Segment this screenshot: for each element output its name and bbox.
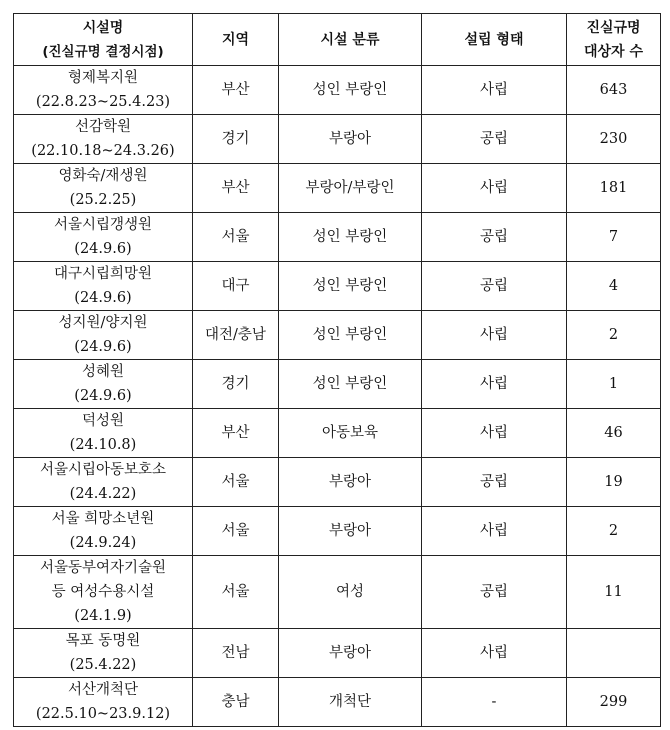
type-cell: 사립 (422, 507, 567, 556)
count-cell: 4 (567, 262, 661, 311)
type-cell: 사립 (422, 311, 567, 360)
region-cell: 전남 (193, 629, 279, 678)
facility-cell: 서울시립아동보호소 (24.4.22) (14, 458, 193, 507)
region-cell: 경기 (193, 360, 279, 409)
table-row (14, 262, 661, 311)
table-row (14, 311, 661, 360)
type-cell: 사립 (422, 409, 567, 458)
header-category: 시설 분류 (279, 14, 422, 66)
type-cell: 공립 (422, 115, 567, 164)
region-cell: 부산 (193, 409, 279, 458)
region-cell: 서울 (193, 556, 279, 629)
count-cell: 2 (567, 311, 661, 360)
table-row (14, 409, 661, 458)
category-cell: 성인 부랑인 (279, 262, 422, 311)
facility-cell: 덕성원 (24.10.8) (14, 409, 193, 458)
count-cell: 19 (567, 458, 661, 507)
type-cell: 사립 (422, 66, 567, 115)
facility-table (13, 13, 661, 727)
header-type: 설립 형태 (422, 14, 567, 66)
region-cell: 경기 (193, 115, 279, 164)
type-cell: 사립 (422, 360, 567, 409)
facility-cell: 형제복지원 (22.8.23~25.4.23) (14, 66, 193, 115)
table-row (14, 507, 661, 556)
type-cell: 사립 (422, 629, 567, 678)
facility-cell: 성혜원 (24.9.6) (14, 360, 193, 409)
type-cell: 공립 (422, 556, 567, 629)
count-cell: 7 (567, 213, 661, 262)
region-cell: 부산 (193, 164, 279, 213)
table-row (14, 164, 661, 213)
facility-cell: 서산개척단 (22.5.10~23.9.12) (14, 678, 193, 727)
facility-cell: 영화숙/재생원 (25.2.25) (14, 164, 193, 213)
category-cell: 부랑아 (279, 458, 422, 507)
count-cell: 46 (567, 409, 661, 458)
category-cell: 부랑아/부랑인 (279, 164, 422, 213)
facility-cell: 성지원/양지원 (24.9.6) (14, 311, 193, 360)
region-cell: 충남 (193, 678, 279, 727)
category-cell: 여성 (279, 556, 422, 629)
facility-cell: 대구시립희망원 (24.9.6) (14, 262, 193, 311)
count-cell: 230 (567, 115, 661, 164)
category-cell: 성인 부랑인 (279, 311, 422, 360)
count-cell: 11 (567, 556, 661, 629)
table-row (14, 213, 661, 262)
category-cell: 개척단 (279, 678, 422, 727)
category-cell: 성인 부랑인 (279, 213, 422, 262)
table-row (14, 360, 661, 409)
header-region: 지역 (193, 14, 279, 66)
facility-cell: 서울동부여자기술원 등 여성수용시설 (24.1.9) (14, 556, 193, 629)
facility-cell: 선감학원 (22.10.18~24.3.26) (14, 115, 193, 164)
region-cell: 서울 (193, 213, 279, 262)
type-cell: 공립 (422, 262, 567, 311)
table-row (14, 556, 661, 629)
category-cell: 부랑아 (279, 507, 422, 556)
count-cell: 181 (567, 164, 661, 213)
region-cell: 서울 (193, 458, 279, 507)
table-row (14, 115, 661, 164)
category-cell: 부랑아 (279, 115, 422, 164)
count-cell: 1 (567, 360, 661, 409)
table-row (14, 458, 661, 507)
type-cell: 공립 (422, 213, 567, 262)
table-row (14, 678, 661, 727)
facility-cell: 목포 동명원 (25.4.22) (14, 629, 193, 678)
category-cell: 부랑아 (279, 629, 422, 678)
region-cell: 대전/충남 (193, 311, 279, 360)
table-row (14, 66, 661, 115)
region-cell: 부산 (193, 66, 279, 115)
region-cell: 서울 (193, 507, 279, 556)
count-cell: 643 (567, 66, 661, 115)
count-cell: 299 (567, 678, 661, 727)
category-cell: 성인 부랑인 (279, 360, 422, 409)
count-cell: 2 (567, 507, 661, 556)
category-cell: 성인 부랑인 (279, 66, 422, 115)
table-row (14, 629, 661, 678)
region-cell: 대구 (193, 262, 279, 311)
type-cell: 공립 (422, 458, 567, 507)
header-count: 진실규명 대상자 수 (567, 14, 661, 66)
facility-cell: 서울 희망소년원 (24.9.24) (14, 507, 193, 556)
type-cell: 사립 (422, 164, 567, 213)
header-row (14, 14, 661, 66)
facility-cell: 서울시립갱생원 (24.9.6) (14, 213, 193, 262)
table-container (13, 13, 661, 727)
header-facility: 시설명 (진실규명 결정시점) (14, 14, 193, 66)
count-cell (567, 629, 661, 678)
type-cell: - (422, 678, 567, 727)
category-cell: 아동보육 (279, 409, 422, 458)
